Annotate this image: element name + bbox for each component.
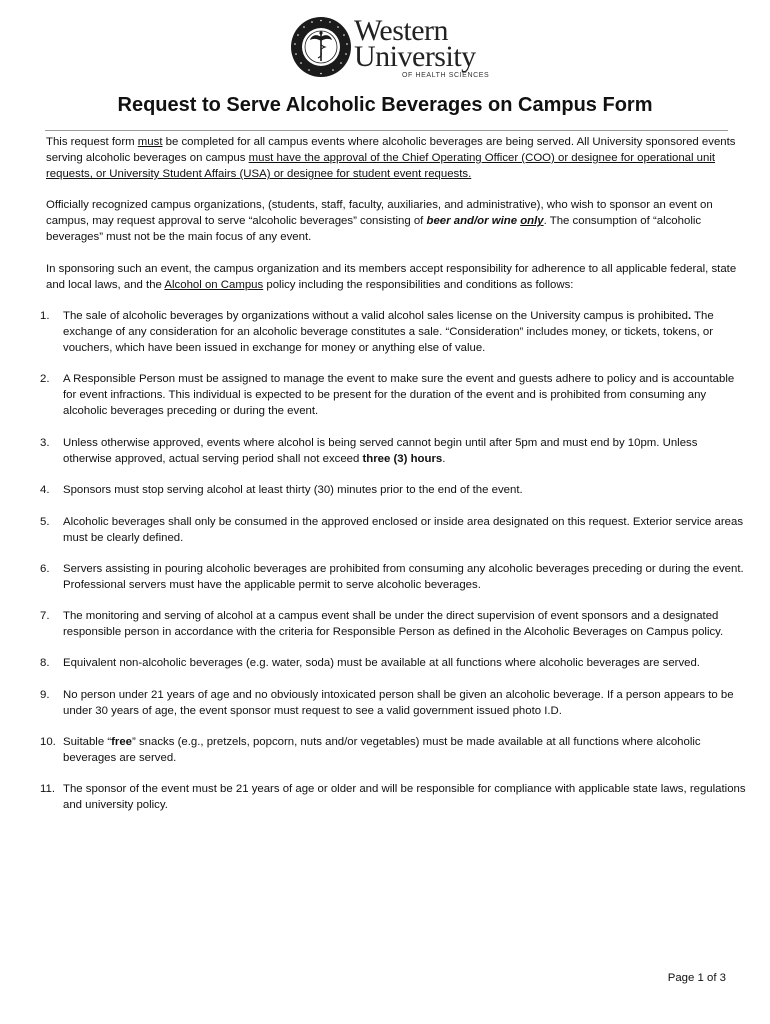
condition-text: Suitable “ — [63, 736, 112, 748]
condition-number: 8. — [40, 657, 50, 669]
intro-paragraph-2 — [46, 197, 746, 245]
condition-text-end: ” snacks (e.g., pretzels, popcorn, nuts and/or vegetables) must be made available at all functions where alcoholic beverages are served. — [63, 736, 701, 764]
p1-must: must — [137, 136, 163, 148]
title-divider — [45, 130, 728, 131]
p2-only: only — [520, 215, 544, 227]
condition-text: Sponsors must stop serving alcohol at least thirty (30) minutes prior to the end of the event. — [63, 484, 523, 496]
p1-text-b: be completed for all campus events where alcoholic beverages are being served. All University sponsored events serving alcoholic beverages on campus — [46, 136, 736, 164]
condition-item — [40, 435, 746, 467]
intro-paragraph-1 — [46, 134, 746, 182]
condition-number: 6. — [40, 563, 50, 575]
condition-item — [40, 561, 746, 593]
condition-item — [40, 734, 746, 766]
condition-item — [40, 514, 746, 546]
condition-item — [40, 482, 746, 498]
condition-item — [40, 608, 746, 640]
condition-text: A Responsible Person must be assigned to manage the event to make sure the event and guests adhere to policy and is accountable for event infractions. This individual is expected to be present for the duration of the event and is prohibited from consuming any alcoholic beverages preceding or during the event. — [63, 373, 735, 417]
condition-number: 5. — [40, 516, 50, 528]
p1-text-a: This request form — [46, 136, 138, 148]
condition-text: The sponsor of the event must be 21 years of age or older and will be responsible for compliance with applicable state laws, regulations and university policy. — [63, 783, 746, 811]
p2-text-b: . The consumption of “alcoholic beverages” must not be the main focus of any event. — [46, 215, 702, 243]
page-title: Request to Serve Alcoholic Beverages on Campus Form — [117, 94, 653, 116]
condition-item — [40, 308, 746, 356]
p3-text-b: policy including the responsibilities and conditions as follows: — [263, 279, 574, 291]
condition-bold: three (3) hours — [362, 453, 443, 465]
condition-text: Alcoholic beverages shall only be consumed in the approved enclosed or inside area designated on this request. Exterior service areas must be clearly defined. — [63, 516, 744, 544]
intro-paragraph-3 — [46, 261, 746, 293]
condition-item — [40, 781, 746, 813]
university-logo — [290, 14, 490, 84]
condition-number: 10. — [40, 736, 56, 748]
condition-number: 4. — [40, 484, 50, 496]
p2-text-a: Officially recognized campus organizations, (students, staff, faculty, auxiliaries, and administrative), who wish to sponsor an event on campus, may request approval to serve “alcoholic beverages” consisting of — [46, 199, 713, 227]
condition-text-end: The exchange of any consideration for an alcoholic beverage constitutes a sale. “Consideration” includes money, or tickets, tokens, or vouchers, which have been issued in exchange for money or anything else of value. — [63, 310, 714, 354]
condition-number: 1. — [40, 310, 50, 322]
condition-bold: free — [111, 736, 133, 748]
condition-text: The sale of alcoholic beverages by organizations without a valid alcohol sales license on the University campus is prohibited — [63, 310, 688, 322]
condition-number: 9. — [40, 689, 50, 701]
p3-text-a: In sponsoring such an event, the campus organization and its members accept responsibility for adherence to all applicable federal, state and local laws, and the — [46, 263, 737, 291]
page-number: Page 1 of 3 — [667, 972, 726, 984]
condition-item — [40, 655, 746, 671]
condition-number: 7. — [40, 610, 50, 622]
p2-beer-wine: beer and/or wine — [426, 215, 521, 227]
condition-number: 11. — [40, 783, 55, 795]
wordmark-western: Western — [354, 14, 449, 47]
alcohol-on-campus-link[interactable]: Alcohol on Campus — [164, 279, 264, 291]
condition-number: 2. — [40, 373, 50, 385]
condition-number: 3. — [40, 437, 50, 449]
condition-text: Unless otherwise approved, events where alcohol is being served cannot begin until after 5pm and must end by 10pm. Unless otherwise approved, actual serving period shall not exceed — [63, 437, 698, 465]
condition-item — [40, 687, 746, 719]
condition-text: The monitoring and serving of alcohol at a campus event shall be under the direct supervision of event sponsors and a designated responsible person in accordance with the criteria for Responsible Person as defined in the Alcoholic Beverages on Campus policy. — [63, 610, 724, 638]
condition-text: Servers assisting in pouring alcoholic beverages are prohibited from consuming any alcoholic beverages preceding or during the event. Professional servers must have the applicable permit to serve alcoholic beverages. — [63, 563, 744, 591]
condition-bold: . — [687, 310, 692, 322]
university-seal-icon — [290, 16, 352, 78]
wordmark-university: University — [354, 40, 476, 73]
condition-text: Equivalent non-alcoholic beverages (e.g. water, soda) must be available at all functions where alcoholic beverages are served. — [63, 657, 700, 669]
wordmark-health-sciences: OF HEALTH SCIENCES — [402, 72, 490, 79]
condition-text-end: . — [442, 453, 446, 465]
condition-text: No person under 21 years of age and no obviously intoxicated person shall be given an alcoholic beverage. If a person appears to be under 30 years of age, the event sponsor must request to see a valid government issued photo I.D. — [63, 689, 734, 717]
p1-approval-requirement: must have the approval of the Chief Operating Officer (COO) or designee for operational unit requests, or University Student Affairs (USA) or designee for student event requests. — [46, 152, 716, 180]
condition-item — [40, 371, 746, 419]
